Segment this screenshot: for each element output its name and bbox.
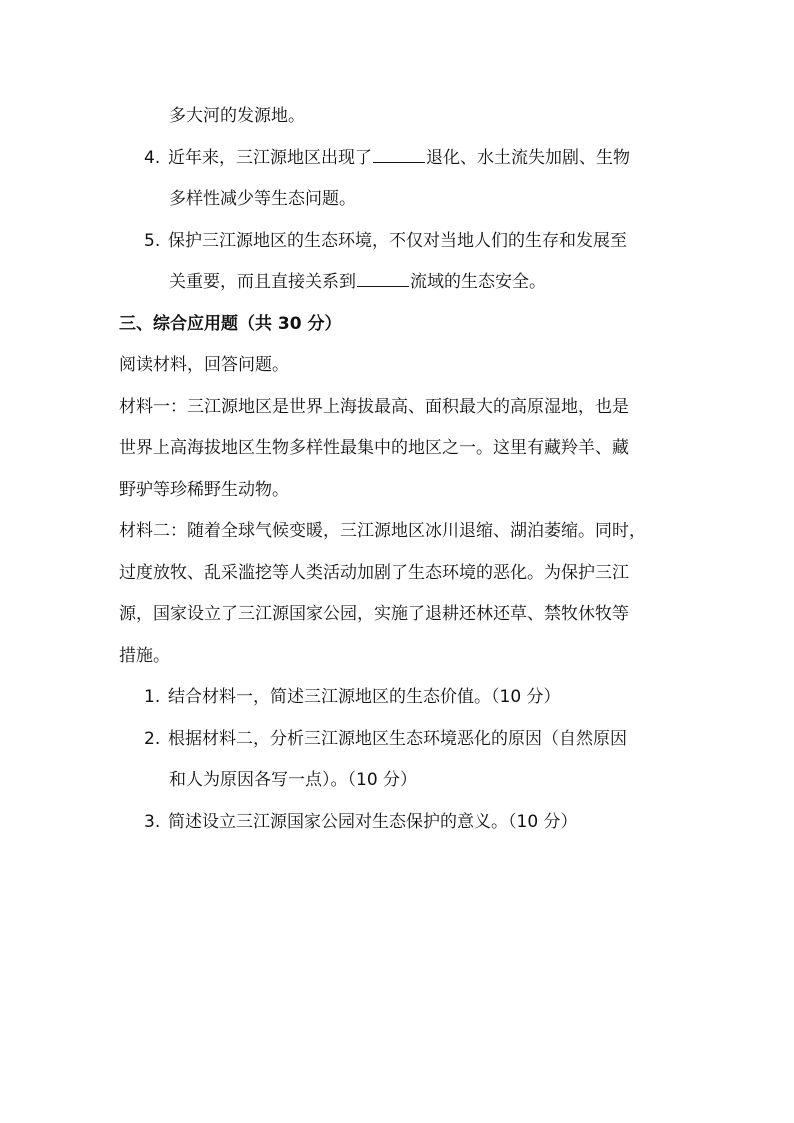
question-2 bbox=[119, 719, 679, 802]
question-number: 4. bbox=[144, 147, 161, 168]
material-two bbox=[119, 511, 679, 677]
material-line: 野驴等珍稀野生动物。 bbox=[119, 479, 289, 500]
question-number: 3. bbox=[144, 811, 161, 832]
question-text: 简述设立三江源国家公园对生态保护的意义。（10 分） bbox=[168, 811, 578, 832]
question-text: 根据材料二，分析三江源地区生态环境恶化的原因（自然原因 bbox=[168, 728, 627, 749]
question-number: 1. bbox=[144, 687, 161, 707]
material-line: 措施。 bbox=[119, 645, 170, 666]
material-line: 材料一：三江源地区是世界上海拔最高、面积最大的高原湿地，也是 bbox=[119, 396, 629, 417]
material-line: 过度放牧、乱采滥挖等人类活动加剧了生态环境的恶化。为保护三江 bbox=[119, 562, 629, 583]
section-intro: 阅读材料，回答问题。 bbox=[119, 355, 289, 375]
question-number: 2. bbox=[144, 728, 161, 749]
fill-question-5 bbox=[119, 221, 679, 304]
material-line: 源，国家设立了三江源国家公园，实施了退耕还林还草、禁牧休牧等 bbox=[119, 604, 629, 624]
question-text: 结合材料一，简述三江源地区的生态价值。（10 分） bbox=[168, 687, 561, 707]
question-1 bbox=[119, 677, 679, 719]
material-one bbox=[119, 387, 679, 512]
question-3-continuation: 多大河的发源地。 bbox=[169, 106, 305, 126]
answer-blank[interactable] bbox=[373, 161, 425, 163]
question-text: 退化、水土流失加剧、生物 bbox=[426, 147, 630, 168]
fill-question-4 bbox=[119, 138, 679, 221]
answer-blank[interactable] bbox=[357, 285, 409, 287]
document-page bbox=[119, 96, 679, 843]
material-line: 材料二：随着全球气候变暖，三江源地区冰川退缩、湖泊萎缩。同时， bbox=[119, 521, 646, 541]
question-text: 流域的生态安全。 bbox=[410, 272, 546, 292]
question-text: 关重要，而且直接关系到 bbox=[169, 272, 356, 292]
question-number: 5. bbox=[144, 230, 161, 251]
question-3 bbox=[119, 802, 679, 844]
section-heading: 三、综合应用题（共 30 分） bbox=[119, 313, 342, 334]
question-text: 多样性减少等生态问题。 bbox=[169, 189, 356, 209]
question-text: 近年来，三江源地区出现了 bbox=[168, 147, 372, 168]
question-text: 和人为原因各写一点）。（10 分） bbox=[169, 770, 418, 790]
question-text: 保护三江源地区的生态环境，不仅对当地人们的生存和发展至 bbox=[168, 230, 627, 251]
material-line: 世界上高海拔地区生物多样性最集中的地区之一。这里有藏羚羊、藏 bbox=[119, 438, 629, 458]
